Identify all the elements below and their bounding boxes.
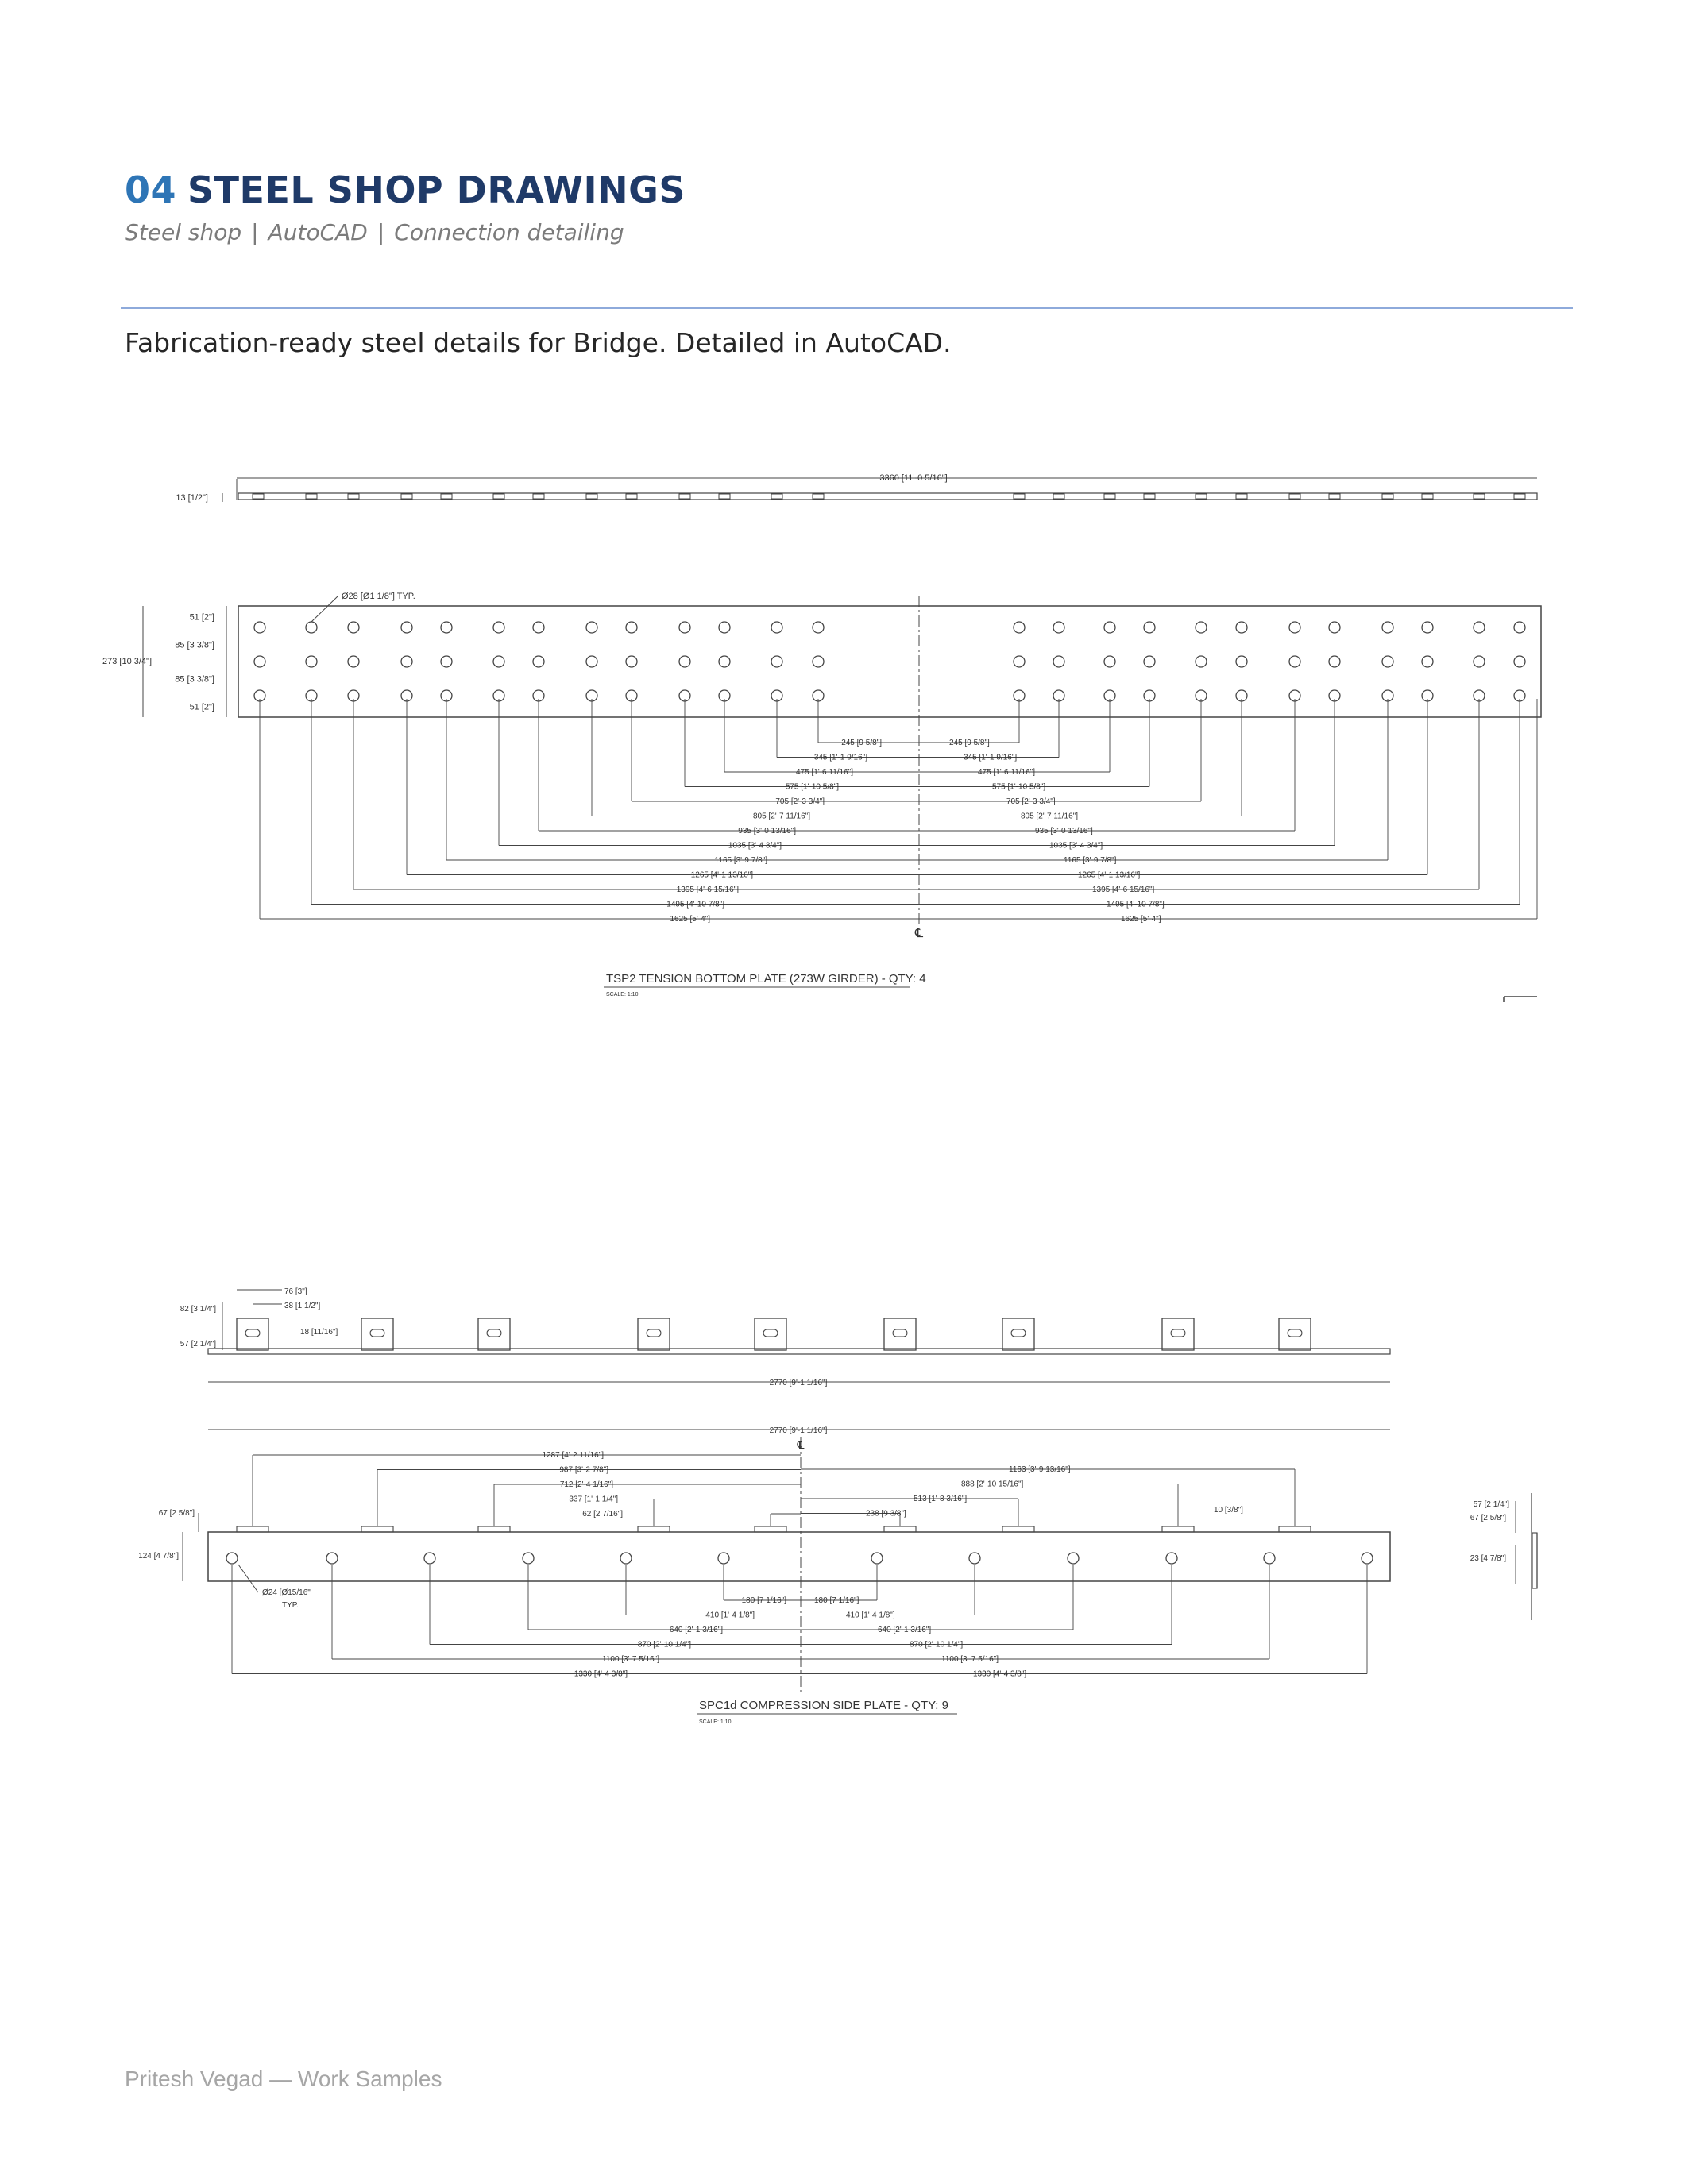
slotted-hole	[487, 1329, 501, 1337]
hole-offset-label-right: 1265 [4'-1 13/16"]	[1078, 870, 1141, 880]
bolt-hole	[1014, 656, 1025, 667]
strip-slot	[1514, 494, 1525, 499]
centerline-symbol: ℄	[914, 927, 924, 940]
strip-slot	[306, 494, 317, 499]
thickness-label: 13 [1/2"]	[176, 493, 208, 503]
hole-offset-label-left: 935 [3'-0 13/16"]	[738, 827, 796, 835]
stiffener-offset-right: 238 [9 3/8"]	[866, 1509, 906, 1518]
bolt-hole	[1474, 656, 1485, 667]
hole-offset-label-right: 705 [2'-3 3/4"]	[1006, 797, 1056, 806]
hole-offset-right: 870 [2'-10 1/4"]	[910, 1640, 964, 1650]
spc1d-plate-outline	[208, 1532, 1390, 1581]
bolt-hole	[620, 1553, 632, 1564]
spc1d-drawing	[138, 1287, 1537, 1725]
hole-offset-label-left: 1395 [4'-6 15/16"]	[676, 886, 739, 894]
strip-slot	[1104, 494, 1115, 499]
hole-offset-label-right: 1165 [3'-9 7/8"]	[1064, 856, 1117, 865]
hole-offset-label-left: 1495 [4'-10 7/8"]	[666, 900, 724, 909]
strip-slot	[1382, 494, 1393, 499]
hole-offset-right: 410 [1'-4 1/8"]	[846, 1611, 895, 1620]
stiffener-plan	[1002, 1526, 1034, 1532]
stiffener-plan	[884, 1526, 916, 1532]
bolt-hole	[1196, 622, 1207, 633]
bolt-hole	[1382, 656, 1393, 667]
bolt-hole	[1422, 622, 1433, 633]
hole-offset-label-left: 805 [2'-7 11/16"]	[753, 812, 810, 821]
hole-offset-label-left: 1265 [4'-1 13/16"]	[690, 870, 753, 880]
slotted-hole	[370, 1329, 384, 1337]
hole-offset-label-right: 1035 [3'-4 3/4"]	[1049, 841, 1103, 851]
stiffener-tab	[478, 1318, 510, 1350]
stiffener-tab	[755, 1318, 786, 1350]
section-description: Fabrication-ready steel details for Bridge. Detailed in AutoCAD.	[125, 327, 952, 358]
hole-offset-label-left: 1035 [3'-4 3/4"]	[728, 841, 782, 851]
hole-offset-left: 870 [2'-10 1/4"]	[637, 1640, 691, 1650]
hole-offset-right: 640 [2'-1 3/16"]	[878, 1626, 932, 1634]
bolt-hole	[1166, 1553, 1177, 1564]
bolt-hole	[226, 1553, 238, 1564]
tsp2-drawing	[102, 473, 1541, 1002]
slotted-hole	[1288, 1329, 1302, 1337]
bolt-hole	[813, 656, 824, 667]
bolt-hole	[441, 656, 452, 667]
hole-offset-label-left: 345 [1'-1 9/16"]	[813, 753, 867, 762]
hole-offset-right: 180 [7 1/16"]	[814, 1596, 859, 1605]
elevation-length-label: 2770 [9'-1 1/16"]	[769, 1379, 828, 1387]
bolt-hole	[586, 656, 597, 667]
stiffener-plan	[1162, 1526, 1194, 1532]
slotted-hole	[763, 1329, 778, 1337]
bolt-hole	[1144, 656, 1155, 667]
edge-distance-label: 51 [2"]	[189, 702, 214, 712]
overall-length-label: 3360 [11'-0 5/16"]	[879, 473, 948, 483]
bolt-hole	[1422, 656, 1433, 667]
hole-offset-label-right: 1495 [4'-10 7/8"]	[1107, 900, 1165, 909]
bolt-hole	[401, 656, 412, 667]
hole-offset-label-left: 1625 [5'-4"]	[670, 915, 710, 924]
bolt-hole	[1236, 622, 1247, 633]
bolt-hole	[493, 656, 504, 667]
bolt-hole	[1264, 1553, 1275, 1564]
bolt-hole	[533, 656, 544, 667]
bolt-hole	[306, 656, 317, 667]
hole-offset-label-left: 245 [9 5/8"]	[841, 739, 882, 747]
stiffener-tab	[361, 1318, 393, 1350]
edge-distance-label: 85 [3 3/8"]	[175, 640, 214, 650]
stiffener-tab	[884, 1318, 916, 1350]
bolt-hole	[586, 622, 597, 633]
bolt-hole	[1289, 622, 1300, 633]
strip-slot	[1144, 494, 1155, 499]
bolt-hole	[771, 656, 782, 667]
hole-offset-left: 180 [7 1/16"]	[741, 1596, 786, 1605]
slot-label: 18 [11/16"]	[300, 1328, 338, 1337]
leader-line	[238, 1565, 258, 1592]
tsp2-caption: TSP2 TENSION BOTTOM PLATE (273W GIRDER) - QTY: 4	[606, 972, 926, 986]
hole-offset-right: 1100 [3'-7 5/16"]	[941, 1655, 999, 1664]
bolt-hole	[679, 622, 690, 633]
bolt-hole	[1514, 622, 1525, 633]
bolt-hole	[1068, 1553, 1079, 1564]
slotted-hole	[1011, 1329, 1026, 1337]
bolt-hole	[254, 622, 265, 633]
stiffener-plan	[361, 1526, 393, 1532]
hole-callout: Ø28 [Ø1 1/8"] TYP.	[342, 592, 415, 601]
stiffener-tab	[1279, 1318, 1311, 1350]
strip-slot	[813, 494, 824, 499]
tag-separator: |	[377, 219, 385, 245]
bolt-hole	[348, 622, 359, 633]
strip-slot	[1236, 494, 1247, 499]
hole-offset-right: 1330 [4'-4 3/8"]	[973, 1669, 1027, 1679]
hole-offset-left: 410 [1'-4 1/8"]	[705, 1611, 755, 1620]
strip-slot	[1422, 494, 1433, 499]
stiffener-offset-left: 987 [3'-2 7/8"]	[559, 1465, 608, 1475]
strip-slot	[1196, 494, 1207, 499]
bolt-hole	[1329, 622, 1340, 633]
section-number: 04	[125, 168, 177, 211]
slotted-hole	[245, 1329, 260, 1337]
hole-offset-label-right: 245 [9 5/8"]	[949, 739, 990, 747]
tsp2-plate-outline	[238, 606, 1541, 717]
edge-distance-label: 51 [2"]	[189, 612, 214, 623]
bolt-hole	[719, 622, 730, 633]
bolt-hole	[1053, 622, 1064, 633]
centerline-symbol: ℄	[797, 1438, 805, 1451]
bolt-hole	[626, 622, 637, 633]
plate-width-label: 273 [10 3/4"]	[102, 657, 153, 666]
hole-offset-left: 640 [2'-1 3/16"]	[669, 1626, 723, 1634]
bolt-hole	[533, 622, 544, 633]
tab-half-label: 38 [1 1/2"]	[284, 1302, 321, 1310]
hole-offset-left: 1330 [4'-4 3/8"]	[574, 1669, 628, 1679]
stiffener-plan	[478, 1526, 510, 1532]
bolt-hole	[1382, 622, 1393, 633]
bolt-hole	[1236, 656, 1247, 667]
hole-offset-label-right: 345 [1'-1 9/16"]	[964, 753, 1018, 762]
slotted-hole	[647, 1329, 661, 1337]
spc1d-elevation-plate	[208, 1349, 1390, 1354]
plate-edge-view	[238, 493, 1537, 500]
bolt-hole	[424, 1553, 435, 1564]
bolt-hole	[1362, 1553, 1373, 1564]
bolt-hole	[1144, 622, 1155, 633]
strip-slot	[401, 494, 412, 499]
bolt-hole	[771, 622, 782, 633]
tag-connection-detailing: Connection detailing	[394, 219, 624, 245]
hole-offset-label-right: 475 [1'-6 11/16"]	[978, 768, 1035, 777]
hole-callout-typ: TYP.	[282, 1601, 299, 1610]
stiffener-offset-left: 62 [2 7/16"]	[582, 1510, 623, 1518]
stiffener-offset-left: 337 [1'-1 1/4"]	[569, 1495, 618, 1504]
side-dim-label: 67 [2 5/8"]	[158, 1509, 195, 1518]
bolt-hole	[493, 622, 504, 633]
stiffener-thickness-label: 10 [3/8"]	[1214, 1506, 1243, 1515]
side-view-dim: 67 [2 5/8"]	[1470, 1514, 1506, 1522]
footer-text: Pritesh Vegad — Work Samples	[125, 2066, 442, 2091]
tab-width-label: 76 [3"]	[284, 1287, 307, 1296]
hole-offset-label-right: 1395 [4'-6 15/16"]	[1092, 886, 1155, 894]
side-dim-label: 124 [4 7/8"]	[138, 1552, 179, 1561]
bolt-hole	[1196, 656, 1207, 667]
side-view-dim: 57 [2 1/4"]	[1473, 1500, 1509, 1509]
bolt-hole	[871, 1553, 883, 1564]
leader-line	[311, 596, 338, 622]
hole-offset-label-left: 475 [1'-6 11/16"]	[796, 768, 853, 777]
hole-callout: Ø24 [Ø15/16"	[262, 1588, 311, 1597]
stiffener-offset-left: 712 [2'-4 1/16"]	[559, 1480, 613, 1489]
bolt-hole	[306, 622, 317, 633]
strip-slot	[626, 494, 637, 499]
tsp2-scale: SCALE: 1:10	[606, 992, 639, 997]
bolt-hole	[719, 656, 730, 667]
bolt-hole	[1014, 622, 1025, 633]
side-view-plate	[1532, 1533, 1537, 1588]
strip-slot	[719, 494, 730, 499]
bolt-hole	[401, 622, 412, 633]
hole-offset-label-right: 575 [1'-10 5/8"]	[992, 782, 1046, 792]
edge-distance-label: 85 [3 3/8"]	[175, 674, 214, 685]
hole-offset-label-left: 575 [1'-10 5/8"]	[785, 782, 839, 792]
strip-slot	[771, 494, 782, 499]
strip-slot	[1053, 494, 1064, 499]
tag-steel-shop: Steel shop	[125, 219, 242, 245]
bolt-hole	[1329, 656, 1340, 667]
strip-slot	[441, 494, 452, 499]
hole-offset-label-left: 705 [2'-3 3/4"]	[775, 797, 825, 806]
bolt-hole	[969, 1553, 980, 1564]
bolt-hole	[254, 656, 265, 667]
strip-slot	[1329, 494, 1340, 499]
section-title: STEEL SHOP DRAWINGS	[187, 168, 686, 211]
stiffener-tab	[638, 1318, 670, 1350]
bolt-hole	[1104, 622, 1115, 633]
hole-offset-left: 1100 [3'-7 5/16"]	[602, 1655, 659, 1664]
stiffener-offset-right: 888 [2'-10 15/16"]	[961, 1480, 1024, 1489]
strip-slot	[493, 494, 504, 499]
spc1d-scale: SCALE: 1:10	[699, 1719, 732, 1725]
slotted-hole	[893, 1329, 907, 1337]
stiffener-offset-right: 513 [1'-8 3/16"]	[914, 1495, 968, 1503]
bolt-hole	[1053, 656, 1064, 667]
strip-slot	[679, 494, 690, 499]
bolt-hole	[1104, 656, 1115, 667]
hole-offset-label-right: 935 [3'-0 13/16"]	[1035, 827, 1093, 835]
bolt-hole	[813, 622, 824, 633]
bolt-hole	[326, 1553, 338, 1564]
strip-slot	[1289, 494, 1300, 499]
bolt-hole	[441, 622, 452, 633]
bolt-hole	[718, 1553, 729, 1564]
hole-offset-label-right: 805 [2'-7 11/16"]	[1021, 812, 1078, 821]
spc1d-caption: SPC1d COMPRESSION SIDE PLATE - QTY: 9	[699, 1699, 948, 1712]
bolt-hole	[523, 1553, 534, 1564]
bolt-hole	[626, 656, 637, 667]
stiffener-plan	[638, 1526, 670, 1532]
stiffener-offset-left: 1287 [4'-2 11/16"]	[542, 1451, 604, 1460]
stiffener-plan	[237, 1526, 268, 1532]
hole-offset-label-right: 1625 [5'-4"]	[1121, 915, 1161, 924]
stiffener-tab	[1002, 1318, 1034, 1350]
stiffener-plan	[755, 1526, 786, 1532]
bolt-hole	[1474, 622, 1485, 633]
strip-slot	[1014, 494, 1025, 499]
stiffener-offset-right: 1163 [3'-9 13/16"]	[1009, 1465, 1071, 1474]
tag-separator: |	[251, 219, 259, 245]
bolt-hole	[1514, 656, 1525, 667]
hole-offset-label-left: 1165 [3'-9 7/8"]	[714, 856, 767, 865]
strip-slot	[348, 494, 359, 499]
bolt-hole	[1289, 656, 1300, 667]
stiffener-plan	[1279, 1526, 1311, 1532]
strip-slot	[253, 494, 264, 499]
tag-autocad: AutoCAD	[268, 219, 368, 245]
stiffener-tab	[237, 1318, 268, 1350]
side-view-dim: 23 [4 7/8"]	[1470, 1554, 1506, 1563]
strip-slot	[533, 494, 544, 499]
tab-height-label: 82 [3 1/4"]	[180, 1305, 216, 1314]
bolt-hole	[348, 656, 359, 667]
tab-offset-label: 57 [2 1/4"]	[180, 1340, 216, 1349]
strip-slot	[1474, 494, 1485, 499]
strip-slot	[586, 494, 597, 499]
slotted-hole	[1171, 1329, 1185, 1337]
plan-length-label: 2770 [9'-1 1/16"]	[769, 1426, 828, 1435]
bolt-hole	[679, 656, 690, 667]
stiffener-tab	[1162, 1318, 1194, 1350]
